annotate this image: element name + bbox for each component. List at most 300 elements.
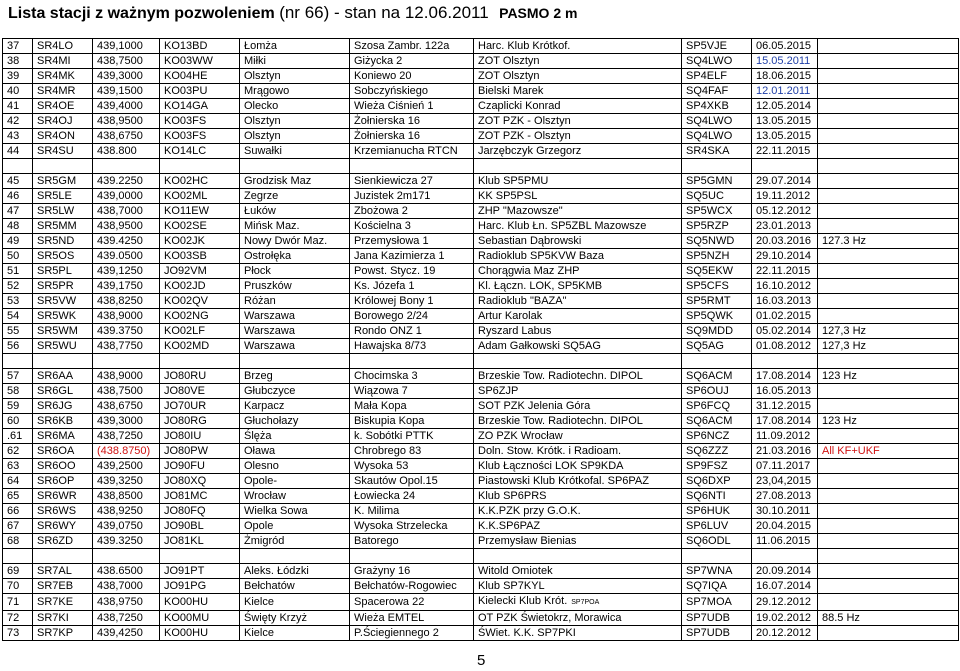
spacer-cell (93, 354, 160, 369)
spacer-cell (752, 159, 818, 174)
cell-city: Żmigród (240, 534, 350, 549)
title-main: Lista stacji z ważnym pozwoleniem (8, 5, 275, 22)
cell-city: Głubczyce (240, 384, 350, 399)
cell-operator: Chorągwia Maz ZHP (474, 264, 682, 279)
cell-city: Ślęża (240, 429, 350, 444)
table-row (3, 611, 959, 626)
cell-holder: SP6NCZ (682, 429, 752, 444)
cell-holder: SP5RZP (682, 219, 752, 234)
cell-call: SR6KB (33, 414, 93, 429)
cell-address: Wysoka 53 (350, 459, 474, 474)
cell-call: SR6GL (33, 384, 93, 399)
cell-holder: SP5WCX (682, 204, 752, 219)
cell-address: K. Milima (350, 504, 474, 519)
cell-address: Biskupia Kopa (350, 414, 474, 429)
cell-operator: Klub SP5PMU (474, 174, 682, 189)
cell-holder: SQ4FAF (682, 84, 752, 99)
cell-operator: Doln. Stow. Krótk. i Radioam. (474, 444, 682, 459)
cell-call: SR6AA (33, 369, 93, 384)
cell-holder: SQ5AG (682, 339, 752, 354)
cell-address: Chrobrego 83 (350, 444, 474, 459)
cell-city: Warszawa (240, 309, 350, 324)
cell-operator: Ryszard Labus (474, 324, 682, 339)
table-row (3, 369, 959, 384)
cell-freq: (438.8750) (93, 444, 160, 459)
cell-call: SR4OJ (33, 114, 93, 129)
cell-freq: 439,1000 (93, 39, 160, 54)
table-row (3, 474, 959, 489)
cell-nr: 39 (3, 69, 33, 84)
spacer-cell (752, 354, 818, 369)
cell-operator: SOT PZK Jelenia Góra (474, 399, 682, 414)
cell-expiry: 15.05.2011 (752, 54, 818, 69)
cell-nr: 54 (3, 309, 33, 324)
cell-operator: ZOT Olsztyn (474, 69, 682, 84)
cell-address: Grażyny 16 (350, 564, 474, 579)
cell-operator: Artur Karolak (474, 309, 682, 324)
table-row (3, 54, 959, 69)
cell-nr: .61 (3, 429, 33, 444)
cell-freq: 439,3250 (93, 474, 160, 489)
table-row (3, 264, 959, 279)
cell-operator: Witold Omiotek (474, 564, 682, 579)
cell-call: SR6WS (33, 504, 93, 519)
cell-extra (818, 429, 959, 444)
cell-operator: ZOT PZK - Olsztyn (474, 114, 682, 129)
cell-freq: 439,1750 (93, 279, 160, 294)
spacer-cell (240, 354, 350, 369)
cell-holder: SQ6ODL (682, 534, 752, 549)
table-row (3, 324, 959, 339)
cell-call: SR6OA (33, 444, 93, 459)
cell-extra: 127,3 Hz (818, 339, 959, 354)
holder-note: SP7POA (571, 599, 600, 606)
table-row (3, 279, 959, 294)
cell-extra (818, 84, 959, 99)
cell-freq: 439,4250 (93, 626, 160, 641)
page-number: 5 (477, 652, 486, 669)
cell-extra (818, 294, 959, 309)
cell-freq: 439,4000 (93, 99, 160, 114)
cell-freq: 438,9000 (93, 309, 160, 324)
table-row (3, 114, 959, 129)
cell-city: Łomża (240, 39, 350, 54)
cell-call: SR5WM (33, 324, 93, 339)
cell-freq: 438,8500 (93, 489, 160, 504)
cell-holder: SP6HUK (682, 504, 752, 519)
cell-extra (818, 114, 959, 129)
cell-holder: SP7WNA (682, 564, 752, 579)
cell-expiry: 11.06.2015 (752, 534, 818, 549)
spacer-cell (350, 159, 474, 174)
cell-extra (818, 504, 959, 519)
cell-call: SR5PR (33, 279, 93, 294)
cell-locator: JO90FU (160, 459, 240, 474)
cell-holder: SP6FCQ (682, 399, 752, 414)
cell-extra (818, 219, 959, 234)
cell-address: Żołnierska 16 (350, 129, 474, 144)
cell-operator: OT PZK Świetokrz, Morawica (474, 611, 682, 626)
cell-locator: KO00HU (160, 626, 240, 641)
cell-address: Sobczyńskiego (350, 84, 474, 99)
cell-holder: SP5VJE (682, 39, 752, 54)
cell-operator: Kl. Łączn. LOK, SP5KMB (474, 279, 682, 294)
table-row (3, 414, 959, 429)
cell-freq: 439,1500 (93, 84, 160, 99)
cell-city: Nowy Dwór Maz. (240, 234, 350, 249)
cell-nr: 70 (3, 579, 33, 594)
group-spacer (3, 354, 959, 369)
cell-extra: 127.3 Hz (818, 234, 959, 249)
cell-nr: 52 (3, 279, 33, 294)
cell-expiry: 16.07.2014 (752, 579, 818, 594)
cell-expiry: 23.01.2013 (752, 219, 818, 234)
cell-city: Karpacz (240, 399, 350, 414)
cell-expiry: 22.11.2015 (752, 144, 818, 159)
spacer-cell (818, 354, 959, 369)
table-row (3, 309, 959, 324)
cell-extra (818, 489, 959, 504)
cell-address: Wieża EMTEL (350, 611, 474, 626)
cell-extra (818, 69, 959, 84)
cell-call: SR5LW (33, 204, 93, 219)
cell-call: SR4MI (33, 54, 93, 69)
cell-expiry: 06.05.2015 (752, 39, 818, 54)
cell-call: SR5ND (33, 234, 93, 249)
cell-city: Olsztyn (240, 114, 350, 129)
table-row (3, 504, 959, 519)
cell-city: Wielka Sowa (240, 504, 350, 519)
cell-nr: 72 (3, 611, 33, 626)
cell-city: Kielce (240, 626, 350, 641)
cell-operator: ZOT Olsztyn (474, 54, 682, 69)
cell-extra (818, 474, 959, 489)
cell-holder: SQ6DXP (682, 474, 752, 489)
cell-operator: Brzeskie Tow. Radiotechn. DIPOL (474, 369, 682, 384)
cell-nr: 53 (3, 294, 33, 309)
cell-call: SR6ZD (33, 534, 93, 549)
cell-call: SR5WK (33, 309, 93, 324)
spacer-cell (474, 354, 682, 369)
cell-holder: SQ4LWO (682, 54, 752, 69)
cell-freq: 439.3750 (93, 324, 160, 339)
cell-locator: JO80VE (160, 384, 240, 399)
cell-operator: Klub Łączności LOK SP9KDA (474, 459, 682, 474)
cell-call: SR5MM (33, 219, 93, 234)
cell-holder: SP7UDB (682, 611, 752, 626)
cell-operator: Sebastian Dąbrowski (474, 234, 682, 249)
cell-city: Warszawa (240, 339, 350, 354)
spacer-cell (33, 159, 93, 174)
cell-operator: Klub SP6PRS (474, 489, 682, 504)
table-row (3, 489, 959, 504)
cell-address: Królowej Bony 1 (350, 294, 474, 309)
cell-expiry: 16.10.2012 (752, 279, 818, 294)
cell-address: Skautów Opol.15 (350, 474, 474, 489)
cell-city: Olecko (240, 99, 350, 114)
cell-nr: 63 (3, 459, 33, 474)
cell-locator: JO81MC (160, 489, 240, 504)
cell-extra (818, 174, 959, 189)
cell-address: Batorego (350, 534, 474, 549)
spacer-cell (350, 549, 474, 564)
cell-locator: KO03FS (160, 129, 240, 144)
cell-freq: 439,1250 (93, 264, 160, 279)
cell-locator: KO02JD (160, 279, 240, 294)
table-row (3, 519, 959, 534)
spacer-cell (93, 159, 160, 174)
cell-city: Wrocław (240, 489, 350, 504)
cell-expiry: 18.06.2015 (752, 69, 818, 84)
cell-operator: Harc. Klub Łn. SP5ZBL Mazowsze (474, 219, 682, 234)
cell-locator: JO91PG (160, 579, 240, 594)
cell-expiry: 29.10.2014 (752, 249, 818, 264)
cell-nr: 57 (3, 369, 33, 384)
cell-expiry: 31.12.2015 (752, 399, 818, 414)
cell-nr: 58 (3, 384, 33, 399)
cell-city: Zegrze (240, 189, 350, 204)
cell-expiry: 16.03.2013 (752, 294, 818, 309)
spacer-cell (3, 354, 33, 369)
cell-holder: SP5GMN (682, 174, 752, 189)
cell-holder: SP5CFS (682, 279, 752, 294)
cell-nr: 45 (3, 174, 33, 189)
cell-address: Juzistek 2m171 (350, 189, 474, 204)
cell-freq: 438.6500 (93, 564, 160, 579)
cell-locator: JO80XQ (160, 474, 240, 489)
spacer-cell (93, 549, 160, 564)
cell-locator: KO02LF (160, 324, 240, 339)
cell-freq: 439.3250 (93, 534, 160, 549)
cell-nr: 37 (3, 39, 33, 54)
cell-city: Opole (240, 519, 350, 534)
cell-locator: KO02QV (160, 294, 240, 309)
cell-locator: JO80RU (160, 369, 240, 384)
cell-locator: KO04HE (160, 69, 240, 84)
cell-city: Łuków (240, 204, 350, 219)
cell-locator: KO00HU (160, 594, 240, 611)
cell-expiry: 20.03.2016 (752, 234, 818, 249)
cell-call: SR6MA (33, 429, 93, 444)
cell-nr: 65 (3, 489, 33, 504)
table-row (3, 564, 959, 579)
cell-freq: 438,9500 (93, 114, 160, 129)
cell-extra (818, 249, 959, 264)
cell-holder: SQ7IQA (682, 579, 752, 594)
cell-city: Bełchatów (240, 579, 350, 594)
cell-call: SR6WY (33, 519, 93, 534)
group-spacer (3, 159, 959, 174)
spacer-cell (240, 549, 350, 564)
cell-operator: SP6ZJP (474, 384, 682, 399)
cell-city: Różan (240, 294, 350, 309)
cell-call: SR7EB (33, 579, 93, 594)
cell-freq: 439.4250 (93, 234, 160, 249)
table-row (3, 444, 959, 459)
spacer-cell (682, 159, 752, 174)
cell-call: SR4OE (33, 99, 93, 114)
cell-call: SR5VW (33, 294, 93, 309)
cell-address: Żołnierska 16 (350, 114, 474, 129)
cell-expiry: 30.10.2011 (752, 504, 818, 519)
cell-holder: SQ6ACM (682, 369, 752, 384)
cell-freq: 438,8250 (93, 294, 160, 309)
cell-expiry: 13.05.2015 (752, 114, 818, 129)
cell-locator: KO02MD (160, 339, 240, 354)
cell-nr: 46 (3, 189, 33, 204)
cell-operator: K.K.PZK przy G.O.K. (474, 504, 682, 519)
cell-freq: 439,0000 (93, 189, 160, 204)
page-title (8, 3, 577, 23)
cell-locator: KO14LC (160, 144, 240, 159)
cell-nr: 38 (3, 54, 33, 69)
cell-expiry: 12.05.2014 (752, 99, 818, 114)
cell-call: SR5OS (33, 249, 93, 264)
cell-locator: KO03FS (160, 114, 240, 129)
cell-expiry: 05.02.2014 (752, 324, 818, 339)
cell-freq: 439,2500 (93, 459, 160, 474)
spacer-cell (33, 549, 93, 564)
cell-freq: 438,7250 (93, 429, 160, 444)
cell-address: Przemysłowa 1 (350, 234, 474, 249)
cell-locator: JO91PT (160, 564, 240, 579)
table-row (3, 249, 959, 264)
cell-extra (818, 99, 959, 114)
title-band: PASMO 2 m (499, 5, 578, 21)
cell-city: Głuchołazy (240, 414, 350, 429)
cell-holder: SP6OUJ (682, 384, 752, 399)
cell-operator: Radioklub SP5KVW Baza (474, 249, 682, 264)
cell-call: SR5GM (33, 174, 93, 189)
cell-extra (818, 144, 959, 159)
cell-operator: Jarzębczyk Grzegorz (474, 144, 682, 159)
cell-address: Łowiecka 24 (350, 489, 474, 504)
cell-operator: ŚWiet. K.K. SP7PKI (474, 626, 682, 641)
cell-holder: SQ5NWD (682, 234, 752, 249)
cell-operator: Piastowski Klub Krótkofal. SP6PAZ (474, 474, 682, 489)
cell-operator: Bielski Marek (474, 84, 682, 99)
cell-nr: 44 (3, 144, 33, 159)
cell-operator: ZO PZK Wrocław (474, 429, 682, 444)
cell-city: Olsztyn (240, 69, 350, 84)
spacer-cell (682, 549, 752, 564)
stations-table-body (3, 39, 959, 641)
cell-extra: 123 Hz (818, 369, 959, 384)
cell-expiry: 20.04.2015 (752, 519, 818, 534)
cell-address: Koniewo 20 (350, 69, 474, 84)
cell-city: Pruszków (240, 279, 350, 294)
cell-city: Ostrołęka (240, 249, 350, 264)
cell-operator: Adam Gałkowski SQ5AG (474, 339, 682, 354)
cell-extra (818, 626, 959, 641)
cell-operator: Czaplicki Konrad (474, 99, 682, 114)
cell-freq: 438,6750 (93, 129, 160, 144)
cell-address: k. Sobótki PTTK (350, 429, 474, 444)
cell-city: Brzeg (240, 369, 350, 384)
cell-expiry: 05.12.2012 (752, 204, 818, 219)
cell-address: Spacerowa 22 (350, 594, 474, 611)
cell-locator: JO80RG (160, 414, 240, 429)
cell-call: SR6OP (33, 474, 93, 489)
cell-operator: ZHP "Mazowsze" (474, 204, 682, 219)
cell-extra (818, 564, 959, 579)
cell-operator: Radioklub "BAZA" (474, 294, 682, 309)
cell-nr: 66 (3, 504, 33, 519)
cell-nr: 41 (3, 99, 33, 114)
cell-address: Ks. Józefa 1 (350, 279, 474, 294)
table-row (3, 144, 959, 159)
cell-nr: 59 (3, 399, 33, 414)
cell-call: SR4ON (33, 129, 93, 144)
cell-city: Olesno (240, 459, 350, 474)
stations-table (2, 38, 959, 641)
cell-call: SR7AL (33, 564, 93, 579)
cell-locator: KO02JK (160, 234, 240, 249)
spacer-cell (474, 549, 682, 564)
cell-operator: K.K.SP6PAZ (474, 519, 682, 534)
cell-city: Kielce (240, 594, 350, 611)
spacer-cell (3, 159, 33, 174)
cell-expiry: 20.12.2012 (752, 626, 818, 641)
cell-holder: SQ5EKW (682, 264, 752, 279)
cell-freq: 438,7500 (93, 54, 160, 69)
cell-extra (818, 519, 959, 534)
table-row (3, 189, 959, 204)
cell-locator: KO03SB (160, 249, 240, 264)
cell-city: Aleks. Łódzki (240, 564, 350, 579)
cell-freq: 438.800 (93, 144, 160, 159)
cell-expiry: 11.09.2012 (752, 429, 818, 444)
cell-city: Miłki (240, 54, 350, 69)
cell-call: SR4MK (33, 69, 93, 84)
table-row (3, 204, 959, 219)
cell-extra (818, 594, 959, 611)
cell-call: SR5LE (33, 189, 93, 204)
cell-freq: 439,3000 (93, 69, 160, 84)
cell-city: Olsztyn (240, 129, 350, 144)
cell-holder: SP7MOA (682, 594, 752, 611)
cell-city: Święty Krzyż (240, 611, 350, 626)
cell-expiry: 19.11.2012 (752, 189, 818, 204)
spacer-cell (818, 159, 959, 174)
cell-call: SR7KI (33, 611, 93, 626)
cell-freq: 438,6750 (93, 399, 160, 414)
cell-nr: 49 (3, 234, 33, 249)
spacer-cell (3, 549, 33, 564)
table-row (3, 459, 959, 474)
cell-extra (818, 129, 959, 144)
table-row (3, 294, 959, 309)
cell-call: SR6OO (33, 459, 93, 474)
cell-nr: 55 (3, 324, 33, 339)
table-row (3, 399, 959, 414)
cell-freq: 438,7250 (93, 611, 160, 626)
cell-extra: 123 Hz (818, 414, 959, 429)
cell-city: Mińsk Maz. (240, 219, 350, 234)
cell-extra: 88.5 Hz (818, 611, 959, 626)
spacer-cell (752, 549, 818, 564)
cell-nr: 71 (3, 594, 33, 611)
spacer-cell (240, 159, 350, 174)
cell-locator: KO02NG (160, 309, 240, 324)
cell-call: SR4LO (33, 39, 93, 54)
cell-expiry: 17.08.2014 (752, 369, 818, 384)
cell-extra (818, 204, 959, 219)
cell-expiry: 01.02.2015 (752, 309, 818, 324)
cell-address: Wieża Ciśnień 1 (350, 99, 474, 114)
cell-holder: SQ6ACM (682, 414, 752, 429)
cell-nr: 68 (3, 534, 33, 549)
